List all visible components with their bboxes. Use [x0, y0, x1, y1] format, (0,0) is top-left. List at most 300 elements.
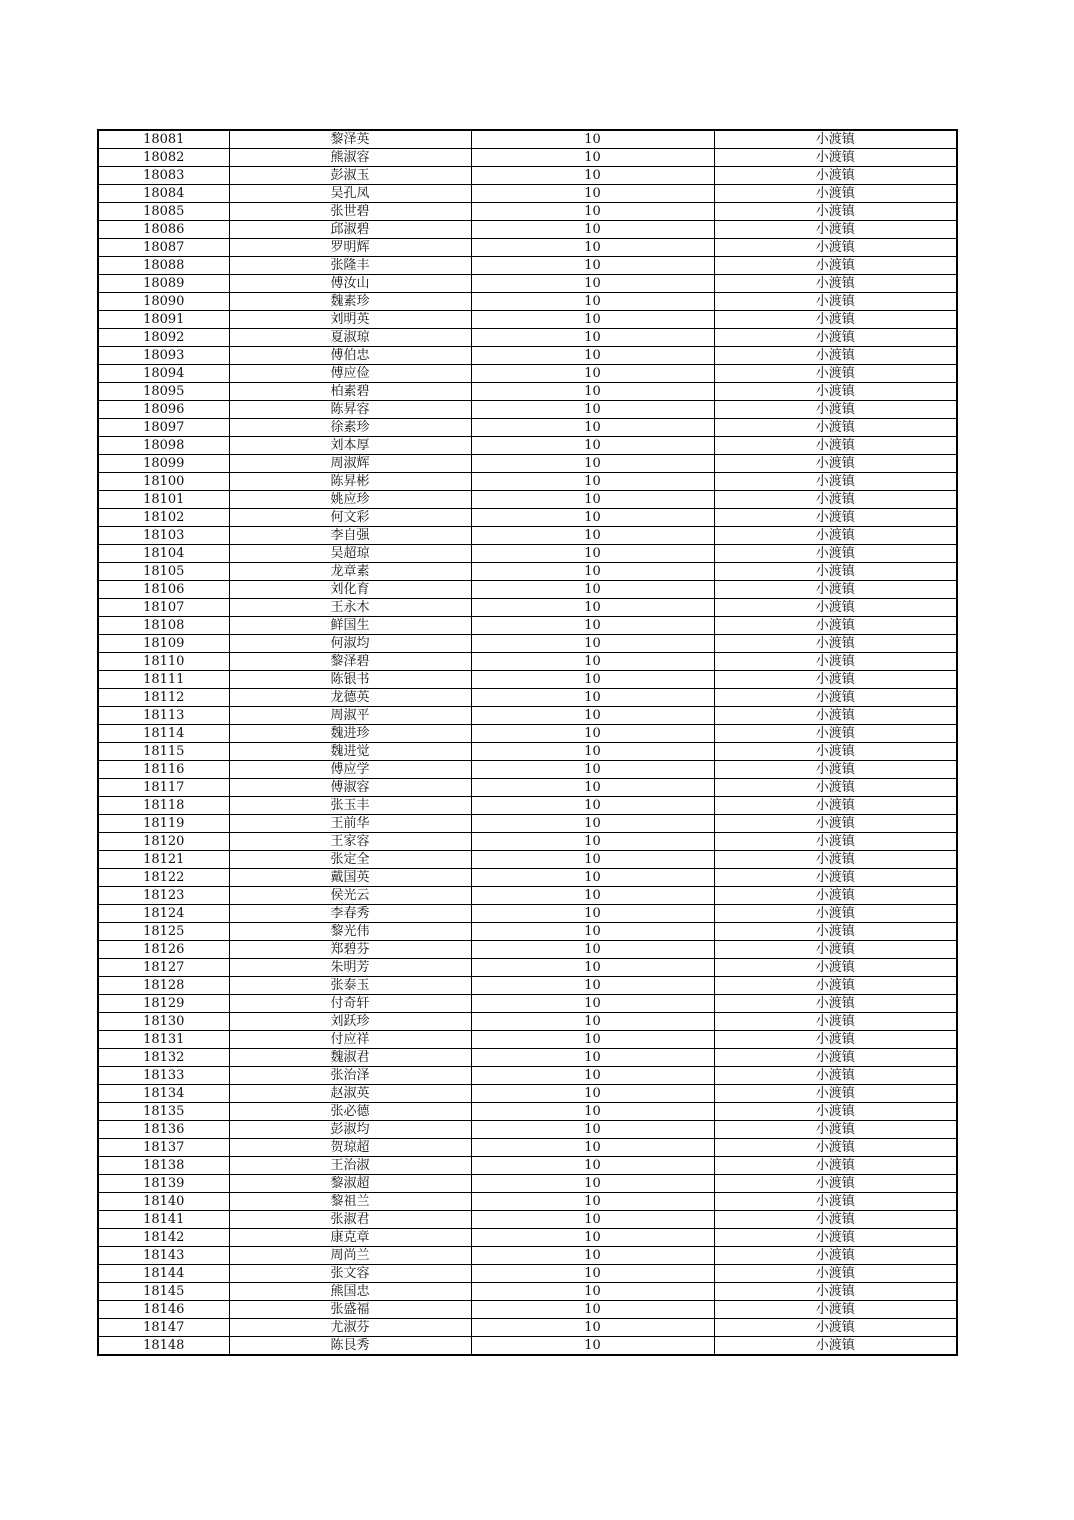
table-row [98, 761, 957, 779]
cell-id: 18132 [98, 1049, 229, 1067]
cell-amount: 10 [471, 1121, 714, 1139]
cell-id: 18135 [98, 1103, 229, 1121]
cell-town: 小渡镇 [714, 851, 957, 869]
cell-amount: 10 [471, 545, 714, 563]
cell-id: 18121 [98, 851, 229, 869]
cell-name: 黎淑超 [229, 1175, 471, 1193]
cell-name: 陈银书 [229, 671, 471, 689]
table-row [98, 1013, 957, 1031]
cell-town: 小渡镇 [714, 599, 957, 617]
table-row [98, 203, 957, 221]
cell-id: 18142 [98, 1229, 229, 1247]
table-row [98, 869, 957, 887]
table-row [98, 797, 957, 815]
table-row [98, 1157, 957, 1175]
cell-id: 18104 [98, 545, 229, 563]
cell-name: 刘本厚 [229, 437, 471, 455]
cell-id: 18139 [98, 1175, 229, 1193]
cell-town: 小渡镇 [714, 293, 957, 311]
cell-amount: 10 [471, 365, 714, 383]
cell-name: 王家容 [229, 833, 471, 851]
cell-name: 朱明芳 [229, 959, 471, 977]
cell-amount: 10 [471, 437, 714, 455]
cell-town: 小渡镇 [714, 617, 957, 635]
cell-town: 小渡镇 [714, 239, 957, 257]
cell-town: 小渡镇 [714, 779, 957, 797]
cell-town: 小渡镇 [714, 977, 957, 995]
table-row [98, 833, 957, 851]
cell-name: 吴孔凤 [229, 185, 471, 203]
table-body [98, 130, 957, 1355]
cell-amount: 10 [471, 707, 714, 725]
cell-town: 小渡镇 [714, 743, 957, 761]
cell-id: 18106 [98, 581, 229, 599]
cell-amount: 10 [471, 239, 714, 257]
cell-amount: 10 [471, 869, 714, 887]
cell-town: 小渡镇 [714, 815, 957, 833]
cell-town: 小渡镇 [714, 707, 957, 725]
cell-amount: 10 [471, 347, 714, 365]
cell-name: 陈昇彬 [229, 473, 471, 491]
table-row [98, 311, 957, 329]
cell-name: 刘跃珍 [229, 1013, 471, 1031]
table-row [98, 130, 957, 149]
cell-name: 付奇轩 [229, 995, 471, 1013]
table-row [98, 365, 957, 383]
cell-amount: 10 [471, 311, 714, 329]
cell-id: 18136 [98, 1121, 229, 1139]
cell-id: 18133 [98, 1067, 229, 1085]
cell-name: 陈艮秀 [229, 1337, 471, 1356]
cell-id: 18137 [98, 1139, 229, 1157]
cell-id: 18127 [98, 959, 229, 977]
table-row [98, 347, 957, 365]
cell-name: 鲜国生 [229, 617, 471, 635]
table-row [98, 743, 957, 761]
cell-id: 18125 [98, 923, 229, 941]
cell-name: 何文彩 [229, 509, 471, 527]
cell-name: 黎祖兰 [229, 1193, 471, 1211]
table-row [98, 887, 957, 905]
cell-amount: 10 [471, 959, 714, 977]
cell-name: 李自强 [229, 527, 471, 545]
cell-name: 傅应学 [229, 761, 471, 779]
cell-name: 张必德 [229, 1103, 471, 1121]
cell-name: 张淑君 [229, 1211, 471, 1229]
cell-amount: 10 [471, 653, 714, 671]
cell-name: 黎泽英 [229, 130, 471, 149]
table-row [98, 653, 957, 671]
cell-town: 小渡镇 [714, 1103, 957, 1121]
cell-name: 周淑辉 [229, 455, 471, 473]
cell-amount: 10 [471, 1301, 714, 1319]
cell-amount: 10 [471, 617, 714, 635]
cell-name: 赵淑英 [229, 1085, 471, 1103]
cell-id: 18129 [98, 995, 229, 1013]
cell-name: 夏淑琼 [229, 329, 471, 347]
table-row [98, 527, 957, 545]
cell-amount: 10 [471, 1013, 714, 1031]
table-row [98, 473, 957, 491]
cell-amount: 10 [471, 1175, 714, 1193]
cell-name: 王前华 [229, 815, 471, 833]
cell-name: 贺琼超 [229, 1139, 471, 1157]
cell-amount: 10 [471, 887, 714, 905]
cell-town: 小渡镇 [714, 437, 957, 455]
cell-amount: 10 [471, 995, 714, 1013]
cell-town: 小渡镇 [714, 1049, 957, 1067]
table-row [98, 1121, 957, 1139]
cell-name: 侯光云 [229, 887, 471, 905]
cell-id: 18094 [98, 365, 229, 383]
cell-town: 小渡镇 [714, 491, 957, 509]
table-row [98, 329, 957, 347]
cell-amount: 10 [471, 815, 714, 833]
cell-town: 小渡镇 [714, 959, 957, 977]
cell-id: 18096 [98, 401, 229, 419]
cell-town: 小渡镇 [714, 1247, 957, 1265]
cell-amount: 10 [471, 1103, 714, 1121]
cell-amount: 10 [471, 383, 714, 401]
cell-town: 小渡镇 [714, 347, 957, 365]
cell-id: 18100 [98, 473, 229, 491]
cell-name: 张盛福 [229, 1301, 471, 1319]
cell-id: 18116 [98, 761, 229, 779]
cell-id: 18108 [98, 617, 229, 635]
cell-town: 小渡镇 [714, 329, 957, 347]
cell-name: 彭淑均 [229, 1121, 471, 1139]
cell-amount: 10 [471, 599, 714, 617]
cell-amount: 10 [471, 491, 714, 509]
cell-name: 罗明辉 [229, 239, 471, 257]
cell-town: 小渡镇 [714, 275, 957, 293]
table-row [98, 563, 957, 581]
cell-name: 郑碧芬 [229, 941, 471, 959]
table-row [98, 1301, 957, 1319]
cell-name: 傅淑容 [229, 779, 471, 797]
table-row [98, 1067, 957, 1085]
table-row [98, 275, 957, 293]
cell-name: 徐素珍 [229, 419, 471, 437]
cell-amount: 10 [471, 167, 714, 185]
cell-town: 小渡镇 [714, 167, 957, 185]
table-row [98, 599, 957, 617]
table-row [98, 707, 957, 725]
cell-id: 18090 [98, 293, 229, 311]
table-row [98, 1283, 957, 1301]
cell-id: 18122 [98, 869, 229, 887]
cell-town: 小渡镇 [714, 1265, 957, 1283]
cell-id: 18141 [98, 1211, 229, 1229]
cell-town: 小渡镇 [714, 1175, 957, 1193]
cell-town: 小渡镇 [714, 1013, 957, 1031]
cell-town: 小渡镇 [714, 1121, 957, 1139]
cell-town: 小渡镇 [714, 941, 957, 959]
cell-town: 小渡镇 [714, 455, 957, 473]
cell-town: 小渡镇 [714, 905, 957, 923]
table-row [98, 1211, 957, 1229]
cell-town: 小渡镇 [714, 1337, 957, 1356]
cell-name: 柏素碧 [229, 383, 471, 401]
cell-town: 小渡镇 [714, 869, 957, 887]
cell-town: 小渡镇 [714, 1085, 957, 1103]
cell-id: 18130 [98, 1013, 229, 1031]
table-row [98, 959, 957, 977]
cell-town: 小渡镇 [714, 797, 957, 815]
table-row [98, 545, 957, 563]
cell-amount: 10 [471, 941, 714, 959]
cell-town: 小渡镇 [714, 689, 957, 707]
cell-amount: 10 [471, 1247, 714, 1265]
table-row [98, 941, 957, 959]
cell-amount: 10 [471, 1067, 714, 1085]
cell-town: 小渡镇 [714, 581, 957, 599]
cell-town: 小渡镇 [714, 1283, 957, 1301]
cell-id: 18128 [98, 977, 229, 995]
cell-amount: 10 [471, 689, 714, 707]
cell-name: 康克章 [229, 1229, 471, 1247]
cell-town: 小渡镇 [714, 383, 957, 401]
cell-town: 小渡镇 [714, 257, 957, 275]
cell-name: 李春秀 [229, 905, 471, 923]
cell-town: 小渡镇 [714, 1319, 957, 1337]
cell-amount: 10 [471, 905, 714, 923]
cell-name: 何淑均 [229, 635, 471, 653]
cell-id: 18118 [98, 797, 229, 815]
cell-name: 龙德英 [229, 689, 471, 707]
cell-id: 18126 [98, 941, 229, 959]
cell-town: 小渡镇 [714, 761, 957, 779]
cell-town: 小渡镇 [714, 1229, 957, 1247]
cell-id: 18095 [98, 383, 229, 401]
cell-name: 彭淑玉 [229, 167, 471, 185]
table-row [98, 851, 957, 869]
cell-id: 18107 [98, 599, 229, 617]
cell-id: 18082 [98, 149, 229, 167]
cell-name: 吴超琼 [229, 545, 471, 563]
cell-id: 18086 [98, 221, 229, 239]
cell-amount: 10 [471, 185, 714, 203]
cell-name: 黎光伟 [229, 923, 471, 941]
table-row [98, 1319, 957, 1337]
cell-amount: 10 [471, 1139, 714, 1157]
cell-id: 18105 [98, 563, 229, 581]
table-row [98, 221, 957, 239]
cell-town: 小渡镇 [714, 545, 957, 563]
cell-amount: 10 [471, 257, 714, 275]
cell-amount: 10 [471, 1157, 714, 1175]
cell-id: 18117 [98, 779, 229, 797]
cell-town: 小渡镇 [714, 365, 957, 383]
cell-amount: 10 [471, 581, 714, 599]
cell-id: 18098 [98, 437, 229, 455]
cell-town: 小渡镇 [714, 1301, 957, 1319]
cell-town: 小渡镇 [714, 1031, 957, 1049]
table-row [98, 185, 957, 203]
cell-town: 小渡镇 [714, 1157, 957, 1175]
cell-id: 18084 [98, 185, 229, 203]
table-row [98, 995, 957, 1013]
cell-name: 戴国英 [229, 869, 471, 887]
table-row [98, 455, 957, 473]
cell-id: 18131 [98, 1031, 229, 1049]
table-row [98, 257, 957, 275]
cell-id: 18138 [98, 1157, 229, 1175]
cell-amount: 10 [471, 203, 714, 221]
cell-town: 小渡镇 [714, 527, 957, 545]
cell-amount: 10 [471, 1283, 714, 1301]
cell-name: 张世碧 [229, 203, 471, 221]
cell-name: 刘明英 [229, 311, 471, 329]
cell-name: 傅伯忠 [229, 347, 471, 365]
cell-town: 小渡镇 [714, 923, 957, 941]
cell-town: 小渡镇 [714, 671, 957, 689]
table-row [98, 437, 957, 455]
cell-id: 18085 [98, 203, 229, 221]
table-row [98, 509, 957, 527]
table-row [98, 401, 957, 419]
table-row [98, 1265, 957, 1283]
cell-name: 熊淑容 [229, 149, 471, 167]
cell-id: 18081 [98, 130, 229, 149]
cell-town: 小渡镇 [714, 725, 957, 743]
cell-amount: 10 [471, 329, 714, 347]
cell-amount: 10 [471, 455, 714, 473]
cell-amount: 10 [471, 401, 714, 419]
cell-amount: 10 [471, 149, 714, 167]
cell-town: 小渡镇 [714, 653, 957, 671]
table-row [98, 419, 957, 437]
cell-town: 小渡镇 [714, 185, 957, 203]
cell-name: 龙章素 [229, 563, 471, 581]
cell-town: 小渡镇 [714, 401, 957, 419]
cell-id: 18097 [98, 419, 229, 437]
cell-amount: 10 [471, 509, 714, 527]
cell-town: 小渡镇 [714, 473, 957, 491]
cell-town: 小渡镇 [714, 563, 957, 581]
cell-amount: 10 [471, 779, 714, 797]
cell-name: 张治泽 [229, 1067, 471, 1085]
cell-name: 付应祥 [229, 1031, 471, 1049]
table-row [98, 1031, 957, 1049]
cell-amount: 10 [471, 293, 714, 311]
cell-amount: 10 [471, 1229, 714, 1247]
table-row [98, 617, 957, 635]
cell-id: 18146 [98, 1301, 229, 1319]
cell-id: 18134 [98, 1085, 229, 1103]
cell-town: 小渡镇 [714, 419, 957, 437]
cell-name: 陈昇容 [229, 401, 471, 419]
cell-amount: 10 [471, 671, 714, 689]
cell-amount: 10 [471, 1319, 714, 1337]
cell-town: 小渡镇 [714, 130, 957, 149]
cell-amount: 10 [471, 1049, 714, 1067]
cell-name: 魏淑君 [229, 1049, 471, 1067]
cell-amount: 10 [471, 977, 714, 995]
table-row [98, 1049, 957, 1067]
cell-id: 18143 [98, 1247, 229, 1265]
cell-amount: 10 [471, 527, 714, 545]
table-row [98, 383, 957, 401]
cell-amount: 10 [471, 1337, 714, 1356]
cell-amount: 10 [471, 130, 714, 149]
cell-name: 熊国忠 [229, 1283, 471, 1301]
table-row [98, 1103, 957, 1121]
cell-id: 18148 [98, 1337, 229, 1356]
cell-town: 小渡镇 [714, 509, 957, 527]
cell-amount: 10 [471, 725, 714, 743]
cell-town: 小渡镇 [714, 221, 957, 239]
cell-id: 18099 [98, 455, 229, 473]
table-row [98, 167, 957, 185]
cell-id: 18089 [98, 275, 229, 293]
cell-id: 18087 [98, 239, 229, 257]
cell-id: 18092 [98, 329, 229, 347]
cell-id: 18102 [98, 509, 229, 527]
table-row [98, 239, 957, 257]
cell-name: 魏进珍 [229, 725, 471, 743]
table-row [98, 671, 957, 689]
cell-name: 张定全 [229, 851, 471, 869]
table-row [98, 635, 957, 653]
cell-town: 小渡镇 [714, 1193, 957, 1211]
table-row [98, 1085, 957, 1103]
cell-name: 魏素珍 [229, 293, 471, 311]
cell-amount: 10 [471, 1211, 714, 1229]
cell-amount: 10 [471, 419, 714, 437]
cell-amount: 10 [471, 473, 714, 491]
cell-name: 魏进觉 [229, 743, 471, 761]
table-row [98, 923, 957, 941]
table-row [98, 689, 957, 707]
cell-town: 小渡镇 [714, 311, 957, 329]
cell-amount: 10 [471, 275, 714, 293]
table-row [98, 779, 957, 797]
cell-town: 小渡镇 [714, 203, 957, 221]
cell-id: 18112 [98, 689, 229, 707]
table-row [98, 1139, 957, 1157]
cell-name: 张玉丰 [229, 797, 471, 815]
cell-name: 张文容 [229, 1265, 471, 1283]
cell-town: 小渡镇 [714, 1211, 957, 1229]
table-row [98, 1175, 957, 1193]
table-row [98, 815, 957, 833]
table-row [98, 1193, 957, 1211]
cell-name: 邱淑碧 [229, 221, 471, 239]
cell-id: 18147 [98, 1319, 229, 1337]
cell-id: 18101 [98, 491, 229, 509]
cell-name: 王永木 [229, 599, 471, 617]
table-row [98, 1247, 957, 1265]
cell-id: 18123 [98, 887, 229, 905]
cell-amount: 10 [471, 923, 714, 941]
cell-id: 18140 [98, 1193, 229, 1211]
cell-id: 18114 [98, 725, 229, 743]
cell-amount: 10 [471, 1031, 714, 1049]
cell-name: 傅汝山 [229, 275, 471, 293]
cell-name: 姚应珍 [229, 491, 471, 509]
cell-amount: 10 [471, 635, 714, 653]
cell-id: 18145 [98, 1283, 229, 1301]
cell-name: 张隆丰 [229, 257, 471, 275]
table-row [98, 1337, 957, 1356]
cell-amount: 10 [471, 221, 714, 239]
cell-id: 18111 [98, 671, 229, 689]
table-row [98, 1229, 957, 1247]
cell-name: 王治淑 [229, 1157, 471, 1175]
cell-id: 18093 [98, 347, 229, 365]
cell-name: 尤淑芬 [229, 1319, 471, 1337]
